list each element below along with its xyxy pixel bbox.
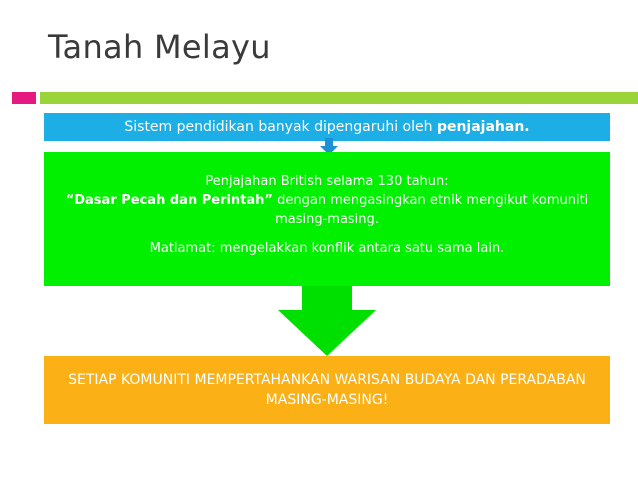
box-education-bold: penjajahan. xyxy=(436,119,530,135)
policy-name: “Dasar Pecah dan Perintah” xyxy=(65,193,273,208)
colonization-duration: Penjajahan British selama 130 tahun: xyxy=(205,174,449,189)
down-arrow-large xyxy=(278,286,376,358)
box-cultural-heritage: SETIAP KOMUNITI MEMPERTAHANKAN WARISAN BUDAYA DAN PERADABAN MASING-MASING! xyxy=(44,356,610,424)
box-education-text: Sistem pendidikan banyak dipengaruhi oleh xyxy=(124,119,437,135)
accent-bar-green xyxy=(40,92,638,104)
box-british-colonization xyxy=(44,152,610,286)
policy-description: dengan mengasingkan etnik mengikut komuniti masing-masing. xyxy=(272,193,589,227)
box-education-influence xyxy=(44,113,610,141)
slide-title: Tanah Melayu xyxy=(48,28,271,66)
accent-bar-pink xyxy=(12,92,36,104)
colonization-goal: Matlamat: mengelakkan konflik antara satu sama lain. xyxy=(149,241,505,256)
divide-and-rule-policy xyxy=(44,191,610,229)
